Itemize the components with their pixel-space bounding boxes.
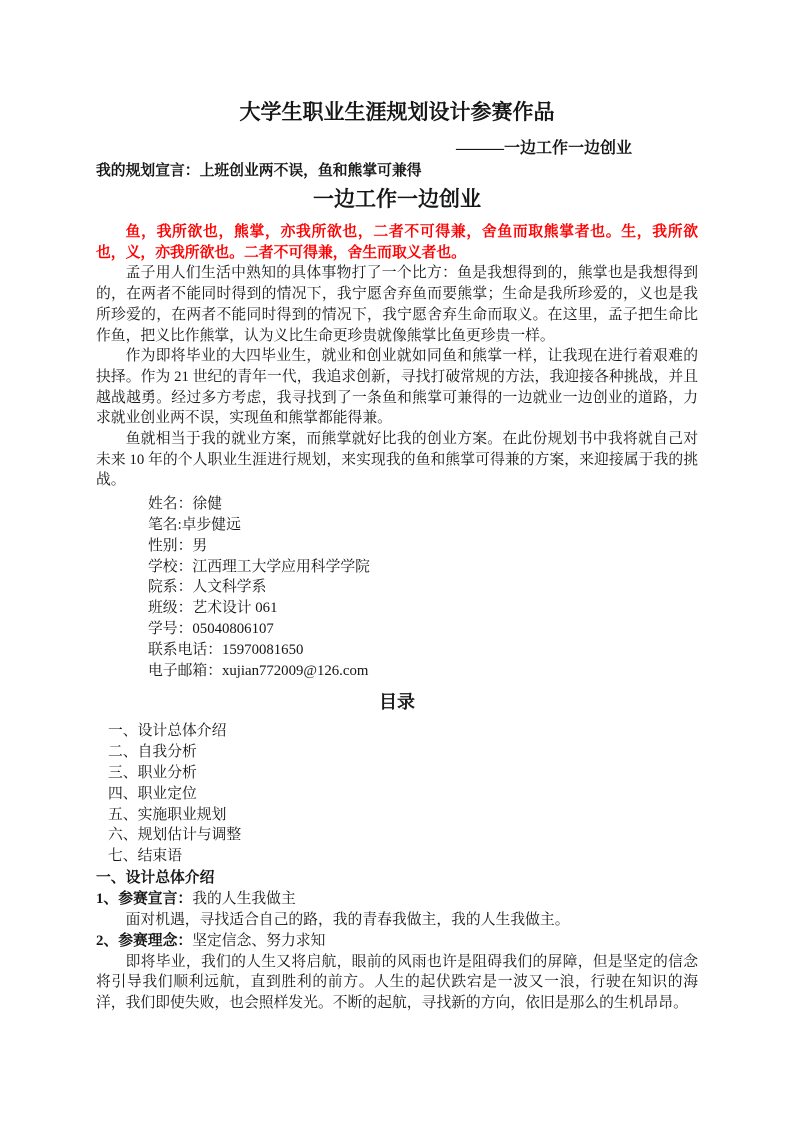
profile-phone: 联系电话：15970081650 (148, 641, 304, 658)
quote-paragraph: 鱼，我所欲也，熊掌，亦我所欲也，二者不可得兼，舍鱼而取熊掌者也。生，我所欲也，义，亦我所欲也。二者不可得兼，舍生而取义者也。 (96, 224, 698, 261)
section1-item1 (96, 889, 698, 910)
profile-name: 姓名：徐健 (148, 496, 222, 513)
profile-student-id: 学号：05040806107 (148, 620, 274, 637)
profile-gender: 性别：男 (148, 537, 208, 554)
document-title: 大学生职业生涯规划设计参赛作品 (239, 100, 555, 124)
toc-item-5: 五、实施职业规划 (108, 806, 227, 823)
toc-item-7: 七、结束语 (108, 848, 182, 865)
section1-heading: 一、设计总体介绍 (96, 869, 215, 886)
toc-item-2: 二、自我分析 (108, 744, 197, 761)
author-profile (96, 494, 698, 681)
toc-list (96, 721, 698, 867)
profile-school: 学校：江西理工大学应用科学学院 (148, 558, 370, 575)
section1-item2 (96, 931, 698, 952)
toc-item-1: 一、设计总体介绍 (108, 723, 227, 740)
section1-item1-label: 1、参赛宣言： (96, 890, 193, 907)
section-main-heading: 一边工作一边创业 (313, 187, 481, 211)
planning-declaration: 我的规划宣言：上班创业两不误，鱼和熊掌可兼得 (96, 163, 422, 179)
toc-item-4: 四、职业定位 (108, 785, 197, 802)
toc-item-3: 三、职业分析 (108, 764, 197, 781)
body-paragraph-3: 鱼就相当于我的就业方案，而熊掌就好比我的创业方案。在此份规划书中我将就自己对未来 10 年的个人职业生涯进行规划，来实现我的鱼和熊掌可得兼的方案，来迎接属于我的挑战。 (96, 431, 698, 489)
section1-item2-label: 2、参赛理念： (96, 932, 193, 949)
section1-item2-value: 坚定信念、努力求知 (192, 932, 326, 949)
profile-department: 院系：人文科学系 (148, 579, 267, 596)
profile-penname: 笔名:卓步健远 (148, 516, 241, 533)
body-paragraph-2: 作为即将毕业的大四毕业生，就业和创业就如同鱼和熊掌一样，让我现在进行着艰难的抉择。作为 21 世纪的青年一代，我追求创新，寻找打破常规的方法，我迎接各种挑战，并且越战越勇。经过多方考虑，我寻找到了一条鱼和熊掌可兼得的一边就业一边创业的道路，力求就业创业两不误，实现鱼和熊掌都能得兼。 (96, 348, 698, 427)
document-subtitle: ———一边工作一边创业 (455, 140, 632, 157)
section1-item1-value: 我的人生我做主 (192, 890, 296, 907)
profile-class: 班级：艺术设计 061 (148, 600, 278, 617)
toc-title: 目录 (379, 692, 415, 713)
profile-email: 电子邮箱：xujian772009@126.com (148, 662, 369, 679)
toc-item-6: 六、规划估计与调整 (108, 827, 242, 844)
body-paragraph-1: 孟子用人们生活中熟知的具体事物打了一个比方：鱼是我想得到的，熊掌也是我想得到的，在两者不能同时得到的情况下，我宁愿舍弃鱼而要熊掌；生命是我所珍爱的，义也是我所珍爱的，在两者不能同时得到的情况下，我宁愿舍弃生命而取义。在这里，孟子把生命比作鱼，把义比作熊掌，认为义比生命更珍贵就像熊掌比鱼更珍贵一样。 (96, 265, 698, 344)
section1-item2-paragraph: 即将毕业，我们的人生又将启航，眼前的风雨也许是阻碍我们的屏障，但是坚定的信念将引导我们顺利远航，直到胜利的前方。人生的起伏跌宕是一波又一浪，行驶在知识的海洋，我们即使失败，也会照样发光。不断的起航，寻找新的方向，依旧是那么的生机昂昂。 (96, 953, 698, 1011)
section1-item1-paragraph: 面对机遇，寻找适合自己的路，我的青春我做主，我的人生我做主。 (125, 911, 570, 928)
